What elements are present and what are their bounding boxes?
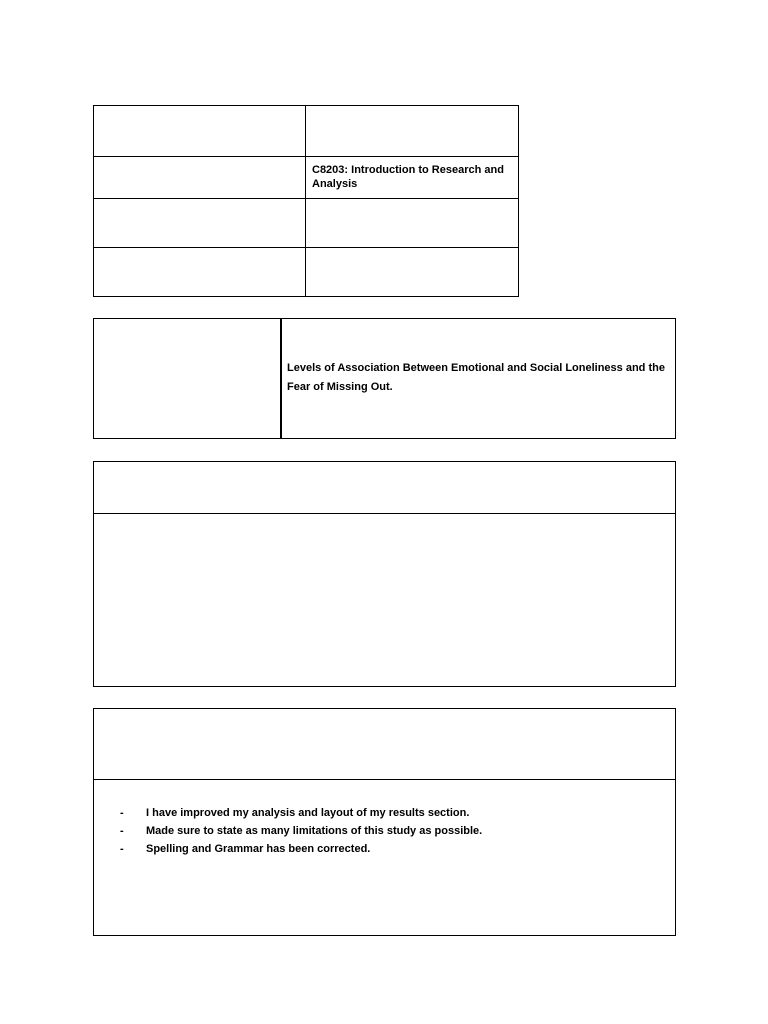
table-cell [306,248,518,296]
list-item [120,822,482,840]
table-cell [94,157,305,198]
research-title-table [93,318,676,439]
list-item-text: Made sure to state as many limitations of this study as possible. [146,825,483,837]
table-cell [306,199,518,247]
list-item-text: I have improved my analysis and layout of my results section. [146,807,470,819]
table-divider [94,779,675,780]
section-body-cell [94,514,674,685]
table-cell [94,319,280,437]
research-title: Levels of Association Between Emotional and Social Loneliness and the Fear of Missing Out. [287,362,665,393]
module-title: C8203: Introduction to Research and Analysis [312,164,504,190]
module-info-table [93,105,519,297]
section-header-cell [94,462,674,513]
list-item-text: Spelling and Grammar has been corrected. [146,843,371,855]
table-cell [94,106,305,156]
section-header-cell [94,709,674,779]
table-cell [306,106,518,156]
bullet-marker: - [120,825,124,837]
section-table [93,461,676,687]
bullet-marker: - [120,807,124,819]
table-divider [280,319,282,438]
table-cell [94,199,305,247]
bullet-marker: - [120,843,124,855]
changes-table [93,708,676,936]
list-item [120,840,482,858]
list-item [120,804,482,822]
table-cell [94,248,305,296]
changes-list [120,804,482,858]
